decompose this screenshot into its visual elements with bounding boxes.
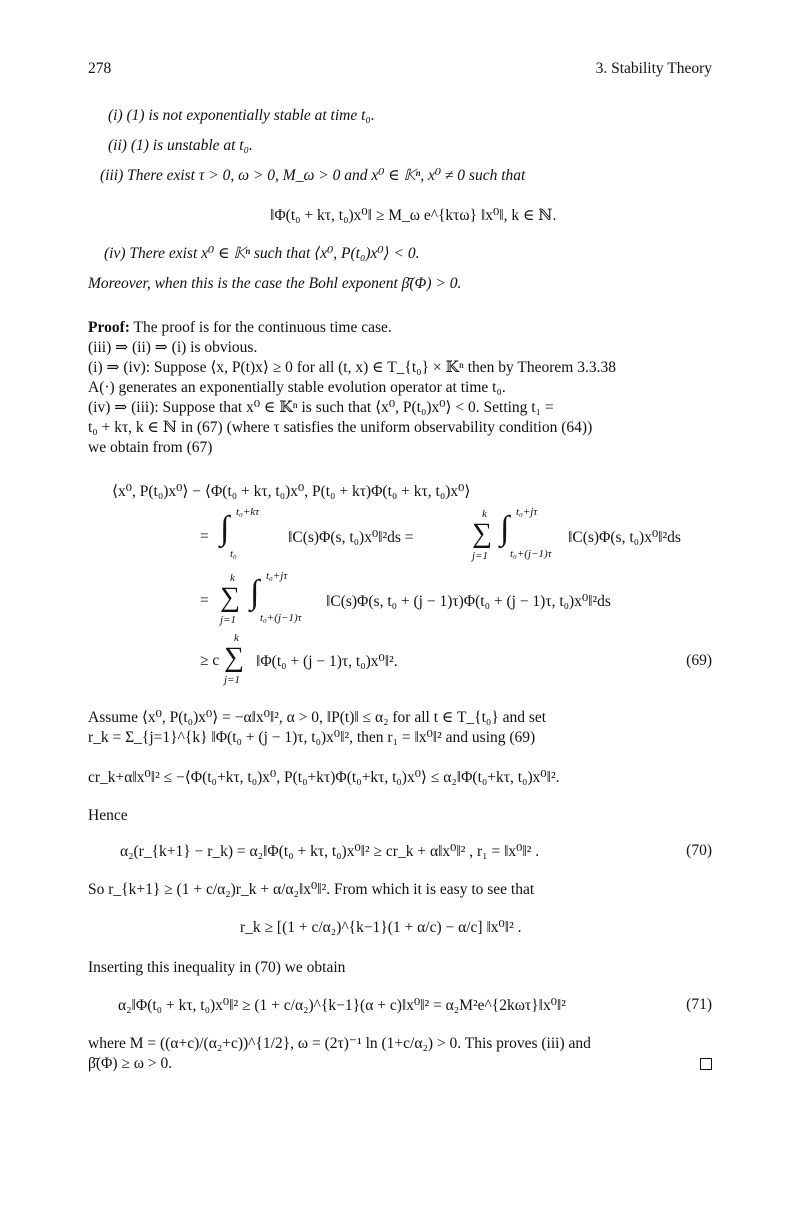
eq69-integrand-3: ‖C(s)Φ(s, t₀ + (j − 1)τ)Φ(t₀ + (j − 1)τ, t₀)x⁰‖²ds	[326, 593, 611, 610]
eq69-line4: ‖Φ(t₀ + (j − 1)τ, t₀)x⁰‖².	[256, 653, 398, 670]
sum-symbol: ∑	[224, 642, 244, 673]
chapter-title: 3. Stability Theory	[595, 60, 712, 77]
equation-70: α₂(r_{k+1} − r_k) = α₂‖Φ(t₀ + kτ, t₀)x⁰‖² ≥ cr_k + α‖x⁰‖² , r₁ = ‖x⁰‖² .	[120, 843, 540, 860]
sum-upper: k	[234, 632, 239, 644]
equation-rk: r_k ≥ [(1 + c/α₂)^{k−1}(1 + α/c) − α/c] ‖x⁰‖² .	[240, 919, 522, 936]
page-number: 278	[88, 60, 112, 77]
proof-label: Proof:	[88, 319, 130, 336]
inserting-line: Inserting this inequality in (70) we obtain	[88, 959, 346, 976]
proof-line-1: (iii) ⇒ (ii) ⇒ (i) is obvious.	[88, 339, 258, 356]
eq69-line1: ⟨x⁰, P(t₀)x⁰⟩ − ⟨Φ(t₀ + kτ, t₀)x⁰, P(t₀ + kτ)Φ(t₀ + kτ, t₀)x⁰⟩	[112, 483, 471, 500]
hence-line: Hence	[88, 807, 128, 824]
where-line-0: where M = ((α+c)/(α₂+c))^{1/2}, ω = (2τ)⁻¹ ln (1+c/α₂) > 0. This proves (iii) and	[88, 1035, 591, 1052]
proof-line-0: Proof: The proof is for the continuous time case.	[88, 319, 392, 336]
eq69-geq-sign: ≥ c	[200, 652, 220, 669]
eq69-eq-sign-1: =	[200, 528, 209, 545]
equation-number-71: (71)	[686, 996, 712, 1013]
equation-crk: cr_k+α‖x⁰‖² ≤ −⟨Φ(t₀+kτ, t₀)x⁰, P(t₀+kτ)Φ(t₀+kτ, t₀)x⁰⟩ ≤ α₂‖Φ(t₀+kτ, t₀)x⁰‖².	[88, 769, 560, 786]
assume-line-0: Assume ⟨x⁰, P(t₀)x⁰⟩ = −α‖x⁰‖², α > 0, ‖P(t)‖ ≤ α₂ for all t ∈ T_{t₀} and set	[88, 709, 547, 726]
statement-iii: (iii) There exist τ > 0, ω > 0, M_ω > 0 and x⁰ ∈ 𝕂ⁿ, x⁰ ≠ 0 such that	[100, 167, 526, 184]
proof-line-2: (i) ⇒ (iv): Suppose ⟨x, P(t)x⟩ ≥ 0 for all (t, x) ∈ T_{t₀} × 𝕂ⁿ then by Theorem 3.3.38	[88, 359, 616, 376]
int-lower: t₀+(j−1)τ	[510, 548, 552, 560]
int-upper: t₀+kτ	[236, 506, 260, 518]
eq69-integrand-2: ‖C(s)Φ(s, t₀)x⁰‖²ds	[568, 529, 681, 546]
sum-symbol: ∑	[472, 518, 492, 549]
int-upper: t₀+jτ	[516, 506, 538, 518]
proof-line-4: (iv) ⇒ (iii): Suppose that x⁰ ∈ 𝕂ⁿ is such that ⟨x⁰, P(t₀)x⁰⟩ < 0. Setting t₁ =	[88, 399, 554, 416]
proof-line-6: we obtain from (67)	[88, 439, 213, 456]
equation-iii: ‖Φ(t₀ + kτ, t₀)x⁰‖ ≥ M_ω e^{kτω} ‖x⁰‖, k ∈ ℕ.	[270, 207, 557, 224]
statement-ii: (ii) (1) is unstable at t₀.	[108, 137, 253, 154]
assume-line-1: r_k = Σ_{j=1}^{k} ‖Φ(t₀ + (j − 1)τ, t₀)x⁰‖², then r₁ = ‖x⁰‖² and using (69)	[88, 729, 536, 746]
qed-square-icon	[700, 1058, 712, 1070]
sum-symbol: ∑	[220, 582, 240, 613]
sum-lower: j=1	[472, 550, 488, 562]
eq69-eq-sign-2: =	[200, 592, 209, 609]
proof-line-5: t₀ + kτ, k ∈ ℕ in (67) (where τ satisfies the uniform observability condition (64))	[88, 419, 593, 436]
integral-symbol: ∫	[250, 574, 260, 611]
so-line: So r_{k+1} ≥ (1 + c/α₂)r_k + α/α₂‖x⁰‖². From which it is easy to see that	[88, 881, 535, 898]
integral-symbol: ∫	[220, 510, 230, 547]
statement-iv: (iv) There exist x⁰ ∈ 𝕂ⁿ such that ⟨x⁰, P(t₀)x⁰⟩ < 0.	[104, 245, 420, 262]
statement-i: (i) (1) is not exponentially stable at time t₀.	[108, 107, 375, 124]
proof-line-3: A(·) generates an exponentially stable evolution operator at time t₀.	[88, 379, 506, 396]
eq69-integrand-1: ‖C(s)Φ(s, t₀)x⁰‖²ds =	[288, 529, 414, 546]
equation-number-69: (69)	[686, 652, 712, 669]
sum-lower: j=1	[224, 674, 240, 686]
moreover-line: Moreover, when this is the case the Bohl exponent β̄(Φ) > 0.	[88, 275, 462, 292]
sum-upper: k	[230, 572, 235, 584]
int-upper: t₀+jτ	[266, 570, 288, 582]
equation-71: α₂‖Φ(t₀ + kτ, t₀)x⁰‖² ≥ (1 + c/α₂)^{k−1}(α + c)‖x⁰‖² = α₂M²e^{2kωτ}‖x⁰‖²	[118, 997, 566, 1014]
int-lower: t₀	[230, 548, 237, 560]
equation-number-70: (70)	[686, 842, 712, 859]
where-line-1: β̄(Φ) ≥ ω > 0.	[88, 1055, 173, 1072]
int-lower: t₀+(j−1)τ	[260, 612, 302, 624]
sum-upper: k	[482, 508, 487, 520]
sum-lower: j=1	[220, 614, 236, 626]
integral-symbol: ∫	[500, 510, 510, 547]
